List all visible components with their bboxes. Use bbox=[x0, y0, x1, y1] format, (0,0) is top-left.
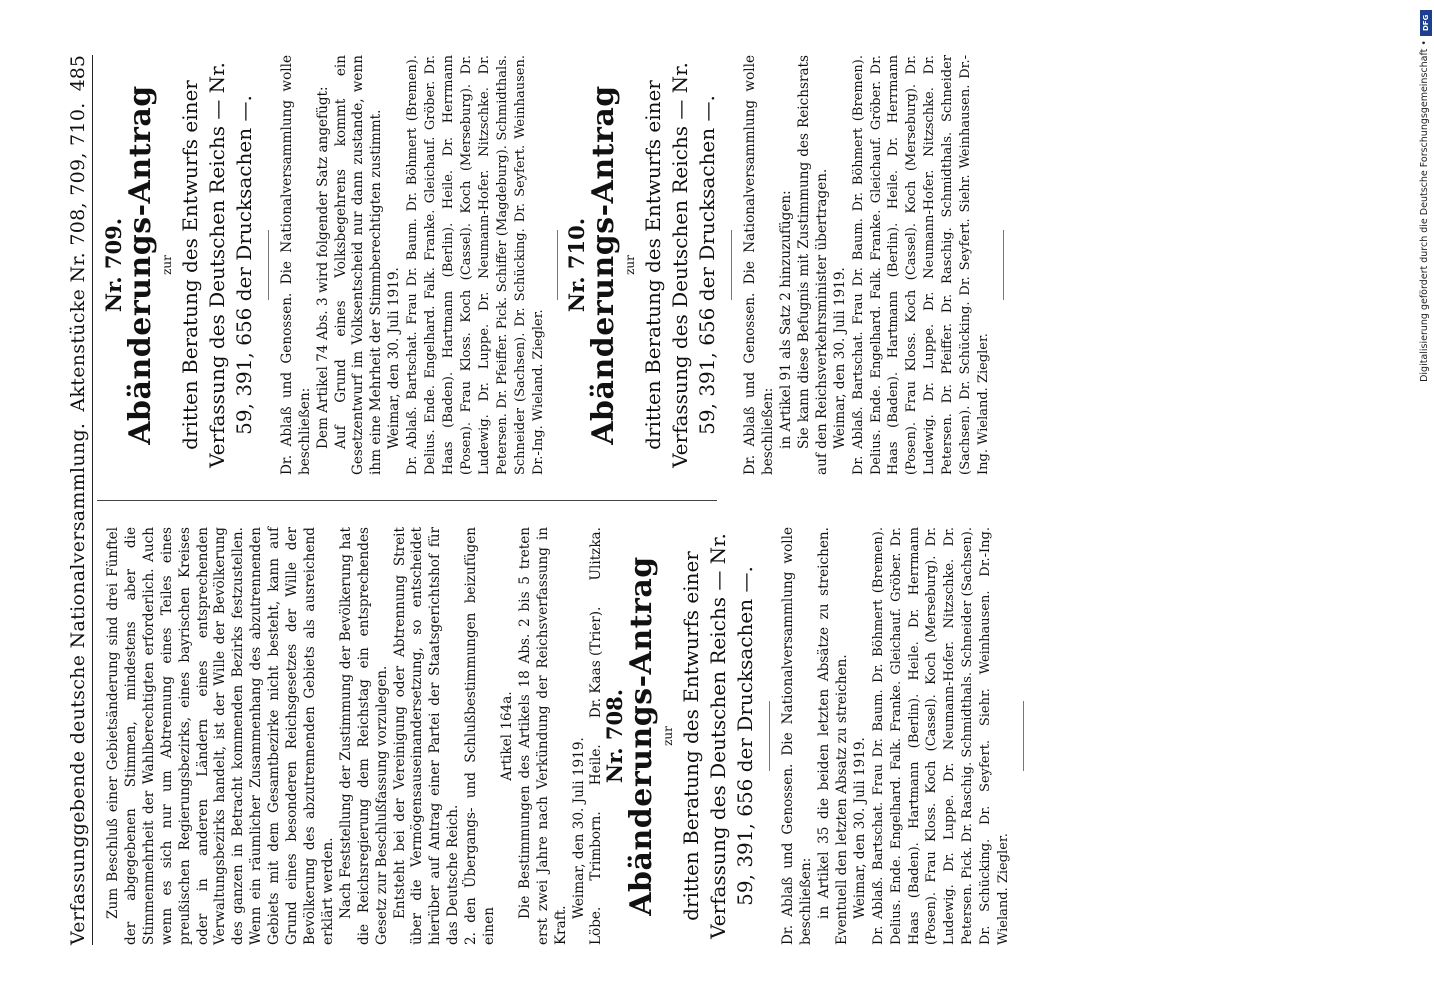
article-text: Die Bestimmungen des Artikels 18 Abs. 2 bis 5 treten erst zwei Jahre nach Verkündung der Reichsverfassung in Kraft. bbox=[516, 527, 569, 945]
short-rule bbox=[268, 230, 269, 300]
rotated-page-content bbox=[55, 55, 1240, 945]
motion-subject: dritten Beratung des Entwurfs einer Verfassung des Deutschen Reichs — Nr. 59, 391, 656 der Drucksachen —. bbox=[679, 533, 758, 939]
page-number: 485 bbox=[67, 55, 89, 92]
motion-number: Nr. 708. bbox=[602, 688, 628, 784]
short-rule bbox=[1003, 230, 1004, 300]
signature: Dr. Kaas (Trier). bbox=[588, 606, 605, 719]
motion-lead: in Artikel 91 als Satz 2 hinzuzufügen: bbox=[778, 190, 795, 449]
digitization-note: Digitalisierung gefördert durch die Deutsche Forschungsgemeinschaft • bbox=[1419, 40, 1430, 382]
date-line: Weimar, den 30. Juli 1919. bbox=[851, 737, 868, 919]
header-title: Verfassunggebende deutsche Nationalversammlung. bbox=[67, 422, 89, 945]
motion-intro: Dr. Ablaß und Genossen. Die Nationalversammlung wolle beschließen: bbox=[780, 527, 815, 945]
motion-lead: Dem Artikel 74 Abs. 3 wird folgender Satz angefügt: bbox=[314, 86, 331, 449]
right-column bbox=[101, 55, 1014, 475]
motion-number: Nr. 709. bbox=[101, 217, 126, 313]
header-document-ref: Aktenstücke Nr. 708, 709, 710. bbox=[67, 102, 89, 412]
motion-708 bbox=[602, 527, 1024, 945]
list-item: 2. den Übergangs- und Schlußbestimmungen beizufügen einen bbox=[463, 527, 498, 945]
motion-text: Sie kann diese Befugnis mit Zustimmung des Reichsrats auf den Reichsverkehrsminister übertragen. bbox=[795, 55, 830, 475]
short-rule bbox=[731, 230, 732, 300]
motion-zur: zur bbox=[623, 255, 638, 275]
dfg-logo-text: DFG bbox=[1422, 14, 1430, 32]
left-column bbox=[105, 527, 1034, 945]
short-rule bbox=[557, 230, 558, 300]
motion-zur: zur bbox=[661, 726, 676, 746]
motion-text: Auf Grund eines Volksbegehrens kommt ein Gesetzentwurf im Volksentscheid nur dann zustande, wenn ihm eine Mehrheit der Stimmberechtigten zustimmt. bbox=[332, 55, 385, 475]
motion-intro: Dr. Ablaß und Genossen. Die Nationalversammlung wolle beschließen: bbox=[742, 55, 777, 475]
dfg-logo bbox=[1420, 10, 1432, 36]
signature: Löbe. bbox=[588, 906, 605, 945]
motion-number: Nr. 710. bbox=[564, 217, 590, 313]
date-line: Weimar, den 30. Juli 1919. bbox=[831, 267, 848, 449]
motion-zur: zur bbox=[159, 255, 174, 275]
page-header bbox=[55, 55, 93, 945]
date-line: Weimar, den 30. Juli 1919. bbox=[386, 267, 403, 449]
column-divider bbox=[97, 500, 717, 501]
signers-list: Dr. Ablaß. Bartschat. Frau Dr. Baum. Dr. Böhmert (Bremen). Delius. Ende. Engelhard. Falk. Franke. Gleichauf. Gröber. Dr. Haas (Baden). Hartmann (Berlin). Heile. Dr. Herrmann (Posen). Frau Kloss. Koch (Cassel). Koch (Merseburg). Dr. Ludewig. Dr. Luppe. Dr. Neumann-Hofer. Nitzschke. Dr. Petersen. Dr. Pfeiffer. Dr. Raschig. Schmidthals. Schneider (Sachsen). Dr. Schücking. Dr. Seyfert. Siehr. Weinhausen. Dr.-Ing. Wieland. Ziegler. bbox=[850, 55, 991, 475]
signature: Trimborn. bbox=[588, 811, 605, 881]
date-line: Weimar, den 30. Juli 1919. bbox=[570, 737, 587, 919]
motion-709 bbox=[101, 55, 558, 475]
motion-heading: Abänderungs-Antrag bbox=[586, 85, 622, 445]
motion-subject: dritten Beratung des Entwurfs einer Verfassung des Deutschen Reichs — Nr. 59, 391, 656 der Drucksachen —. bbox=[177, 62, 256, 468]
motion-heading: Abänderungs-Antrag bbox=[624, 556, 660, 916]
short-rule bbox=[1023, 701, 1024, 771]
paragraph: Nach Feststellung der Zustimmung der Bevölkerung hat die Reichsregierung dem Reichstag ein entsprechendes Gesetz zur Beschlußfassung vorzulegen. bbox=[337, 527, 390, 945]
paragraph: Entsteht bei der Vereinigung oder Abtrennung Streit über die Vermögensauseinandersetzung, so entscheidet hierüber auf Antrag einer Partei der Staatsgerichtshof für das Deutsche Reich. bbox=[391, 527, 462, 945]
motion-text: in Artikel 35 die beiden letzten Absätze zu streichen. Eventuell den letzten Absatz zu streichen. bbox=[816, 527, 850, 945]
short-rule bbox=[769, 701, 770, 771]
paragraph: Zum Beschluß einer Gebietsänderung sind drei Fünftel der abgegebenen Stimmen, mindestens aber die Stimmenmehrheit der Wahlberechtigten erforderlich. Auch wenn es sich nur um Abtrennung eines Teiles eines preußischen Regierungsbezirks, eines bayrischen Kreises oder in anderen Ländern eines entsprechenden Verwaltungsbezirks handelt, ist der Wille der Bevölkerung des ganzen in Betracht kommenden Bezirks festzustellen. Wenn ein räumlicher Zusammenhang des abzutrennenden Gebiets mit dem Gesamtbezirke nicht besteht, kann auf Grund eines besonderen Reichsgesetzes der Wille der Bevölkerung des abzutrennenden Gebiets als ausreichend erklärt werden. bbox=[105, 527, 336, 945]
signature: Ulitzka. bbox=[588, 527, 605, 581]
motion-intro: Dr. Ablaß und Genossen. Die Nationalversammlung wolle beschließen: bbox=[278, 55, 313, 475]
motion-subject: dritten Beratung des Entwurfs einer Verfassung des Deutschen Reichs — Nr. 59, 391, 656 der Drucksachen —. bbox=[641, 62, 720, 468]
article-heading: Artikel 164a. bbox=[498, 691, 515, 781]
signature: Heile. bbox=[588, 744, 605, 786]
signers-list: Dr. Ablaß. Bartschat. Frau Dr. Baum. Dr. Böhmert (Bremen). Delius. Ende. Engelhard. Falk. Franke. Gleichauf. Gröber. Dr. Haas (Baden). Hartmann (Berlin). Heile. Dr. Herrmann (Posen). Frau Kloss. Koch (Cassel). Koch (Merseburg). Dr. Ludewig. Dr. Luppe. Dr. Neumann-Hofer. Nitzschke. Dr. Petersen. Pick. Dr. Raschig. Schmidthals. Schneider (Sachsen). Dr. Schücking. Dr. Seyfert. Siehr. Weinhausen. Dr.-Ing. Wieland. Ziegler. bbox=[870, 527, 1012, 945]
signers-list: Dr. Ablaß. Bartschat. Frau Dr. Baum. Dr. Böhmert (Bremen). Delius. Ende. Engelhard. Falk. Franke. Gleichauf. Gröber. Dr. Haas (Baden). Hartmann (Berlin). Heile. Dr. Herrmann (Posen). Frau Kloss. Koch (Cassel). Koch (Merseburg). Dr. Ludewig. Dr. Luppe. Dr. Neumann-Hofer. Nitzschke. Dr. Petersen. Dr. Pfeiffer. Pick. Schiffer (Magdeburg). Schmidthals. Schneider (Sachsen). Dr. Schücking. Dr. Seyfert. Weinhausen. Dr.-Ing. Wieland. Ziegler. bbox=[405, 55, 546, 475]
motion-710 bbox=[564, 55, 1004, 475]
motion-heading: Abänderungs-Antrag bbox=[122, 85, 158, 445]
